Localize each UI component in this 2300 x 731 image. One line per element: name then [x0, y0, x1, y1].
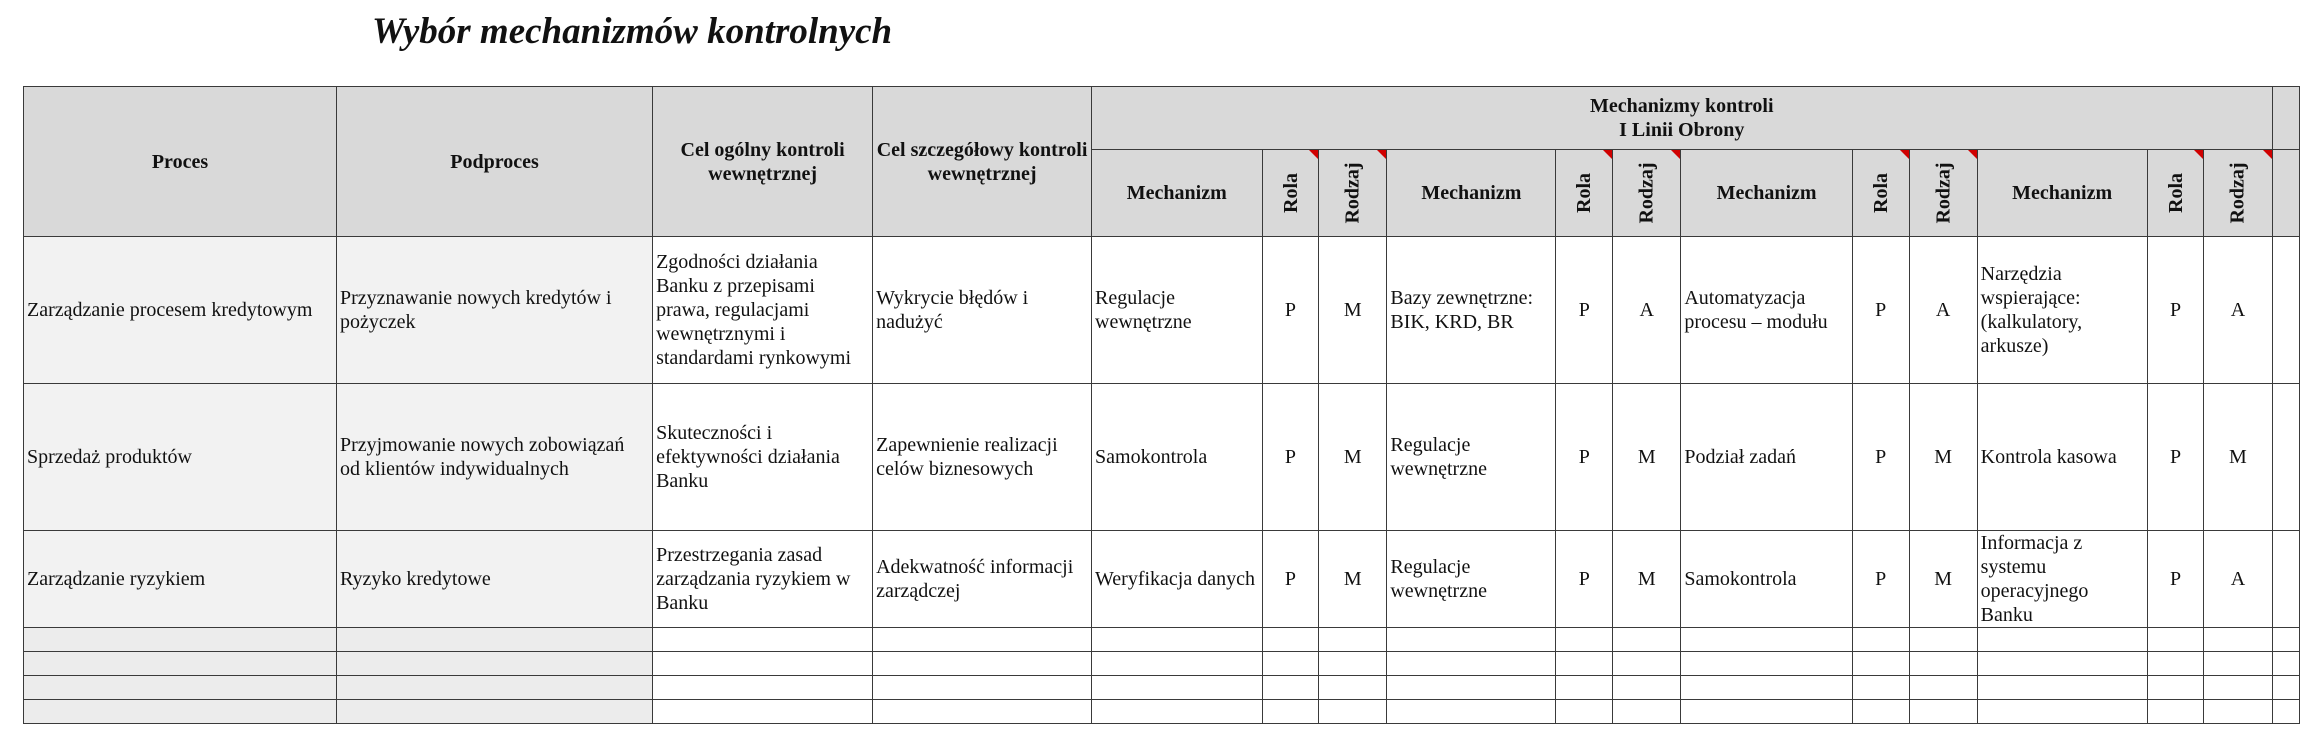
cell-rodzaj[interactable]: M [2204, 384, 2272, 531]
cell-cel-szczegolowy[interactable]: Zapewnienie realizacji celów biznesowych [873, 384, 1092, 531]
empty-cell[interactable] [2272, 628, 2300, 652]
empty-row[interactable] [24, 628, 2300, 652]
cell-rodzaj[interactable]: M [1909, 384, 1977, 531]
sheet-title: Wybór mechanizmów kontrolnych [372, 11, 893, 52]
header-rodzaj-2[interactable]: Rodzaj [1613, 150, 1681, 237]
table-row[interactable] [24, 531, 2300, 628]
cell-rola[interactable]: P [1262, 384, 1319, 531]
empty-cell[interactable] [2204, 676, 2272, 700]
cell-mechanizm[interactable]: Weryfikacja danych [1092, 531, 1262, 628]
empty-cell[interactable] [1387, 676, 1556, 700]
header-rola-1[interactable]: Rola [1262, 150, 1319, 237]
empty-cell[interactable] [1681, 652, 1852, 676]
comment-indicator-icon[interactable] [1309, 150, 1318, 159]
empty-cell[interactable] [1556, 700, 1613, 724]
empty-cell[interactable] [1092, 676, 1262, 700]
empty-cell[interactable] [1852, 676, 1909, 700]
header-overflow-cell[interactable] [2272, 87, 2300, 150]
cell-rola[interactable]: P [2147, 531, 2204, 628]
cell-rola[interactable]: P [2147, 237, 2204, 384]
table-row[interactable] [24, 237, 2300, 384]
empty-cell[interactable] [1262, 628, 1319, 652]
empty-cell[interactable] [1909, 652, 1977, 676]
cell-rola[interactable]: P [1262, 237, 1319, 384]
header-cel-ogolny[interactable]: Cel ogólny kontroli wewnętrznej [653, 87, 873, 237]
header-rola-2[interactable]: Rola [1556, 150, 1613, 237]
header-proces[interactable]: Proces [24, 87, 337, 237]
empty-cell[interactable] [1613, 628, 1681, 652]
empty-cell[interactable] [1852, 652, 1909, 676]
cell-mechanizm[interactable]: Regulacje wewnętrzne [1387, 531, 1556, 628]
empty-row[interactable] [24, 652, 2300, 676]
header-mechanizm-1[interactable]: Mechanizm [1092, 150, 1262, 237]
empty-cell[interactable] [1319, 676, 1387, 700]
empty-cell[interactable] [1681, 676, 1852, 700]
header-overflow-cell[interactable] [2272, 150, 2300, 237]
empty-cell[interactable] [1977, 628, 2147, 652]
empty-cell[interactable] [2204, 628, 2272, 652]
controls-table [23, 86, 2300, 724]
cell-rola[interactable]: P [1852, 384, 1909, 531]
empty-cell[interactable] [24, 628, 337, 652]
empty-cell[interactable] [1262, 676, 1319, 700]
comment-indicator-icon[interactable] [1671, 150, 1680, 159]
cell-mechanizm[interactable]: Bazy zewnętrzne: BIK, KRD, BR [1387, 237, 1556, 384]
cell-rodzaj[interactable]: A [2204, 237, 2272, 384]
header-mechanizm-4[interactable]: Mechanizm [1977, 150, 2147, 237]
empty-cell[interactable] [2272, 652, 2300, 676]
cell-rola[interactable]: P [1556, 237, 1613, 384]
cell-rola[interactable]: P [2147, 384, 2204, 531]
empty-cell[interactable] [2272, 700, 2300, 724]
empty-cell[interactable] [2147, 628, 2204, 652]
cell-mechanizm[interactable]: Informacja z systemu operacyjnego Banku [1977, 531, 2147, 628]
header-mechanizmy-group[interactable] [1092, 87, 2272, 150]
empty-cell[interactable] [1977, 700, 2147, 724]
cell-cel-szczegolowy[interactable]: Adekwatność informacji zarządczej [873, 531, 1092, 628]
empty-cell[interactable] [1092, 700, 1262, 724]
header-rola-4[interactable]: Rola [2147, 150, 2204, 237]
empty-cell[interactable] [1556, 652, 1613, 676]
header-rola-3[interactable]: Rola [1852, 150, 1909, 237]
cell-rola[interactable]: P [1556, 384, 1613, 531]
empty-cell[interactable] [873, 628, 1092, 652]
header-cel-szczegolowy[interactable]: Cel szczegółowy kontroli wewnętrznej [873, 87, 1092, 237]
table-row[interactable] [24, 384, 2300, 531]
empty-cell[interactable] [336, 700, 652, 724]
cell-rodzaj[interactable]: M [1613, 384, 1681, 531]
empty-row[interactable] [24, 700, 2300, 724]
cell-rola[interactable]: P [1852, 531, 1909, 628]
empty-cell[interactable] [2147, 652, 2204, 676]
cell-rodzaj[interactable]: M [1319, 237, 1387, 384]
header-rodzaj-3[interactable]: Rodzaj [1909, 150, 1977, 237]
cell-mechanizm[interactable]: Samokontrola [1681, 531, 1852, 628]
cell-proces[interactable]: Sprzedaż produktów [24, 384, 337, 531]
empty-cell[interactable] [1319, 628, 1387, 652]
empty-cell[interactable] [1977, 676, 2147, 700]
empty-cell[interactable] [1319, 700, 1387, 724]
empty-cell[interactable] [1092, 652, 1262, 676]
cell-mechanizm[interactable]: Narzędzia wspierające: (kalkulatory, arkusze) [1977, 237, 2147, 384]
cell-rodzaj[interactable]: M [1319, 531, 1387, 628]
cell-podproces[interactable]: Przyjmowanie nowych zobowiązań od klientów indywidualnych [336, 384, 652, 531]
cell-rodzaj[interactable]: A [1909, 237, 1977, 384]
empty-cell[interactable] [1852, 700, 1909, 724]
cell-cel-ogolny[interactable]: Przestrzegania zasad zarządzania ryzykiem w Banku [653, 531, 873, 628]
empty-cell[interactable] [2272, 676, 2300, 700]
empty-cell[interactable] [653, 700, 873, 724]
cell-cel-ogolny[interactable]: Zgodności działania Banku z przepisami prawa, regulacjami wewnętrznymi i standardami rynkowymi [653, 237, 873, 384]
cell-overflow[interactable] [2272, 531, 2300, 628]
comment-indicator-icon[interactable] [1377, 150, 1386, 159]
empty-cell[interactable] [873, 676, 1092, 700]
header-mechanizmy-line2: I Linii Obrony [1619, 119, 1745, 141]
empty-cell[interactable] [1681, 628, 1852, 652]
comment-indicator-icon[interactable] [1900, 150, 1909, 159]
cell-podproces[interactable]: Przyznawanie nowych kredytów i pożyczek [336, 237, 652, 384]
cell-mechanizm[interactable]: Samokontrola [1092, 384, 1262, 531]
cell-overflow[interactable] [2272, 237, 2300, 384]
cell-cel-szczegolowy[interactable]: Wykrycie błędów i nadużyć [873, 237, 1092, 384]
cell-rodzaj[interactable]: M [1909, 531, 1977, 628]
cell-rodzaj[interactable]: A [1613, 237, 1681, 384]
cell-mechanizm[interactable]: Regulacje wewnętrzne [1092, 237, 1262, 384]
empty-cell[interactable] [1852, 628, 1909, 652]
empty-cell[interactable] [1556, 628, 1613, 652]
empty-row[interactable] [24, 676, 2300, 700]
empty-cell[interactable] [1262, 700, 1319, 724]
cell-mechanizm[interactable]: Kontrola kasowa [1977, 384, 2147, 531]
empty-cell[interactable] [24, 700, 337, 724]
cell-proces[interactable]: Zarządzanie procesem kredytowym [24, 237, 337, 384]
cell-rola[interactable]: P [1556, 531, 1613, 628]
empty-cell[interactable] [1681, 700, 1852, 724]
cell-mechanizm[interactable]: Podział zadań [1681, 384, 1852, 531]
cell-mechanizm[interactable]: Automatyzacja procesu – modułu [1681, 237, 1852, 384]
cell-rola[interactable]: P [1262, 531, 1319, 628]
cell-rola[interactable]: P [1852, 237, 1909, 384]
empty-cell[interactable] [1613, 652, 1681, 676]
cell-cel-ogolny[interactable]: Skuteczności i efektywności działania Banku [653, 384, 873, 531]
empty-cell[interactable] [2204, 652, 2272, 676]
empty-cell[interactable] [1387, 628, 1556, 652]
comment-indicator-icon[interactable] [2263, 150, 2272, 159]
cell-rodzaj[interactable]: A [2204, 531, 2272, 628]
empty-cell[interactable] [2204, 700, 2272, 724]
empty-cell[interactable] [1387, 652, 1556, 676]
comment-indicator-icon[interactable] [2194, 150, 2203, 159]
empty-cell[interactable] [336, 676, 652, 700]
empty-cell[interactable] [1977, 652, 2147, 676]
comment-indicator-icon[interactable] [1968, 150, 1977, 159]
empty-cell[interactable] [2147, 676, 2204, 700]
empty-cell[interactable] [2147, 700, 2204, 724]
empty-cell[interactable] [1613, 700, 1681, 724]
empty-cell[interactable] [336, 652, 652, 676]
cell-rodzaj[interactable]: M [1613, 531, 1681, 628]
header-rodzaj-4[interactable]: Rodzaj [2204, 150, 2272, 237]
comment-indicator-icon[interactable] [1603, 150, 1612, 159]
empty-cell[interactable] [1319, 652, 1387, 676]
empty-cell[interactable] [1556, 676, 1613, 700]
cell-rodzaj[interactable]: M [1319, 384, 1387, 531]
empty-cell[interactable] [873, 700, 1092, 724]
empty-cell[interactable] [336, 628, 652, 652]
empty-cell[interactable] [1613, 676, 1681, 700]
empty-cell[interactable] [1909, 628, 1977, 652]
cell-overflow[interactable] [2272, 384, 2300, 531]
empty-cell[interactable] [653, 628, 873, 652]
empty-cell[interactable] [24, 652, 337, 676]
header-mechanizm-3[interactable]: Mechanizm [1681, 150, 1852, 237]
empty-cell[interactable] [1909, 700, 1977, 724]
header-podproces[interactable]: Podproces [336, 87, 652, 237]
header-mechanizm-2[interactable]: Mechanizm [1387, 150, 1556, 237]
empty-cell[interactable] [1387, 700, 1556, 724]
empty-cell[interactable] [873, 652, 1092, 676]
header-mechanizmy-line1: Mechanizmy kontroli [1590, 95, 1774, 117]
empty-cell[interactable] [653, 676, 873, 700]
empty-cell[interactable] [653, 652, 873, 676]
empty-cell[interactable] [24, 676, 337, 700]
empty-cell[interactable] [1909, 676, 1977, 700]
cell-proces[interactable]: Zarządzanie ryzykiem [24, 531, 337, 628]
empty-cell[interactable] [1262, 652, 1319, 676]
cell-mechanizm[interactable]: Regulacje wewnętrzne [1387, 384, 1556, 531]
cell-podproces[interactable]: Ryzyko kredytowe [336, 531, 652, 628]
empty-cell[interactable] [1092, 628, 1262, 652]
header-rodzaj-1[interactable]: Rodzaj [1319, 150, 1387, 237]
